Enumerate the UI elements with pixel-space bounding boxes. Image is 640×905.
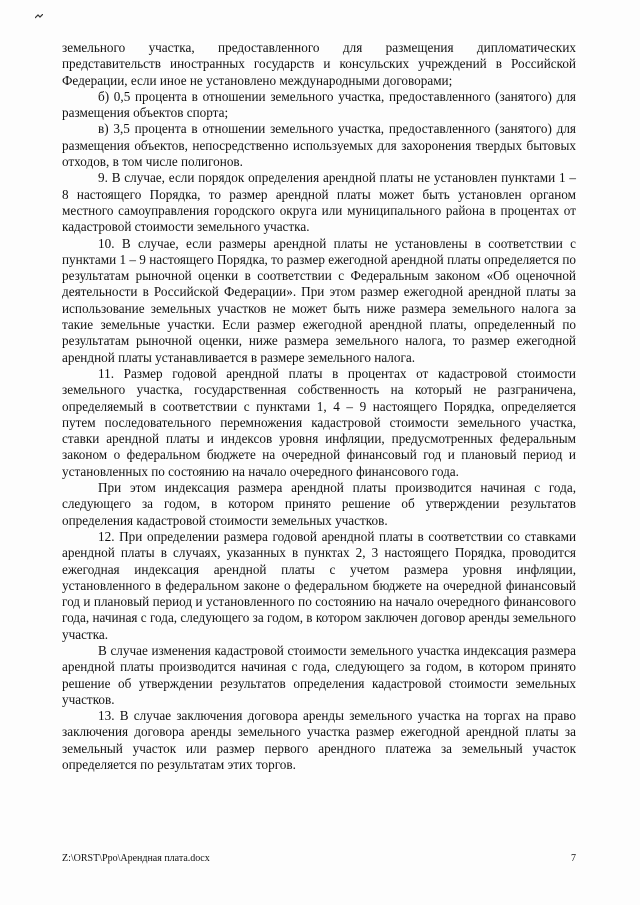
paragraph-clause-12-cadastral-change: В случае изменения кадастровой стоимости земельного участка индексация размера арендной платы производится начиная с года, следующего за годом, в котором принято решение об утверждении результатов определения кадастровой стоимости земельных участков. — [62, 642, 576, 707]
paragraph-clause-10: 10. В случае, если размеры арендной платы не установлены в соответствии с пунктами 1 – 9 настоящего Порядка, то размер ежегодной арендной платы определяется по результатам рыночной оценки в соответствии с Федеральным законом «Об оценочной деятельности в Российской Федерации». При этом размер ежегодной арендной платы за использование земельных участков не может быть ниже размера земельного налога за такие земельные участки. Если размер ежегодной арендной платы, определенный по результатам рыночной оценки, ниже размера земельного налога, то размер ежегодной арендной платы устанавливается в размере земельного налога. — [62, 235, 576, 365]
paragraph-clause-13: 13. В случае заключения договора аренды земельного участка на торгах на право заключения договора аренды земельного участка размер ежегодной арендной платы за земельный участок или размер первого арендного платежа за земельный участок определяется по результатам этих торгов. — [62, 708, 576, 773]
paragraph-continuation: земельного участка, предоставленного для размещения дипломатических представительств иностранных государств и консульских учреждений в Российской Федерации, если иное не установлено международными договорами; — [62, 40, 576, 88]
page-footer — [62, 853, 576, 865]
paragraph-clause-12: 12. При определении размера годовой арендной платы в соответствии со ставками арендной платы в случаях, указанных в пунктах 2, 3 настоящего Порядка, проводится ежегодная индексация арендной платы с учетом размера уровня инфляции, установленного в федеральном законе о федеральном бюджете на очередной финансовый год и плановый период и установленного по состоянию на начало очередного финансового года, начиная с года, следующего за годом, в котором заключен договор аренды земельного участка. — [62, 528, 576, 642]
document-body — [62, 40, 576, 773]
footer-page-number: 7 — [571, 853, 576, 864]
paragraph-sport-facilities: б) 0,5 процента в отношении земельного участка, предоставленного (занятого) для размещения объектов спорта; — [62, 88, 576, 121]
paragraph-clause-11-indexation: При этом индексация размера арендной платы производится начиная с года, следующего за годом, в котором принято решение об утверждении результатов определения кадастровой стоимости земельных участков. — [62, 480, 576, 528]
paragraph-clause-9: 9. В случае, если порядок определения арендной платы не установлен пунктами 1 – 8 настоящего Порядка, то размер арендной платы может быть установлен органом местного самоуправления городского округа или муниципального района в процентах от кадастровой стоимости земельного участка. — [62, 170, 576, 235]
footer-file-path: Z:\ORST\Ppo\Арендная плата.docx — [62, 853, 210, 864]
scan-speck-mark — [35, 14, 43, 19]
paragraph-waste-disposal: в) 3,5 процента в отношении земельного участка, предоставленного (занятого) для размещения объектов, непосредственно используемых для захоронения твердых бытовых отходов, в том числе полигонов. — [62, 121, 576, 170]
paragraph-clause-11: 11. Размер годовой арендной платы в процентах от кадастровой стоимости земельного участка, государственная собственность на который не разграничена, определяемый в соответствии с пунктами 1, 4 – 9 настоящего Порядка, определяется путем последовательного перемножения кадастровой стоимости земельного участка, ставки арендной платы и индексов уровня инфляции, предусмотренных федеральным законом о федеральном бюджете на очередной финансовый год и плановый период и установленных по состоянию на начало очередного финансового года. — [62, 365, 576, 479]
